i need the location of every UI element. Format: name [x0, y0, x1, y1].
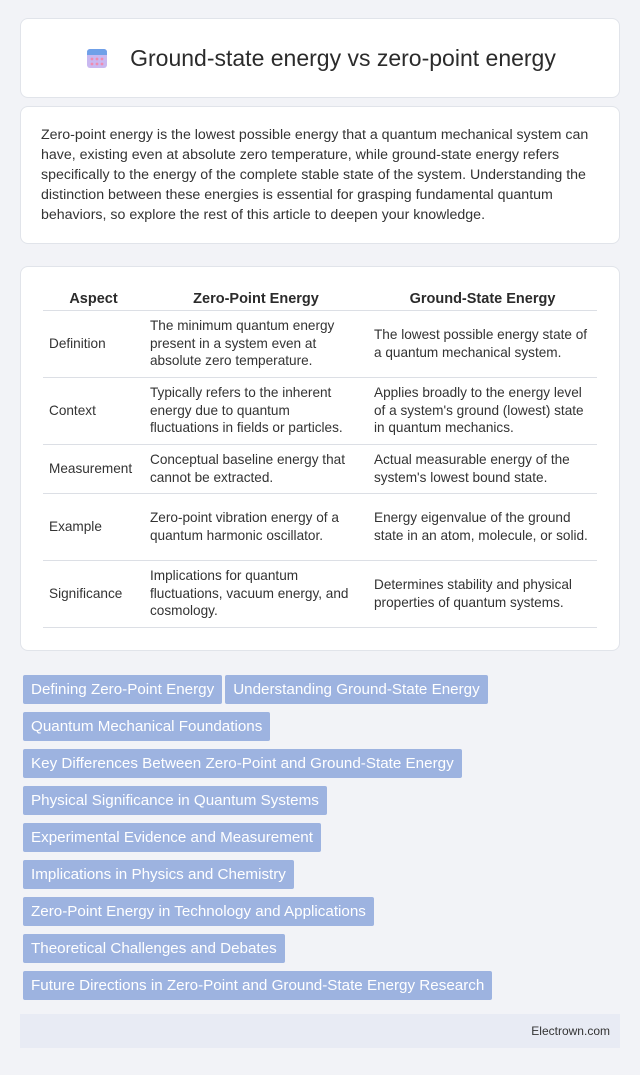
- intro-paragraph: Zero-point energy is the lowest possible energy that a quantum mechanical system can have, existing even at absolute zero temperature, while ground-state energy refers specifically to the energy of the complete stable state of the system. Understanding the distinction between these energies is essential for grasping fundamental quantum behaviors, so explore the rest of this article to deepen your knowledge.: [41, 127, 589, 223]
- topic-link[interactable]: Key Differences Between Zero-Point and Ground-State Energy: [23, 749, 462, 778]
- cell-aspect: Context: [43, 377, 144, 444]
- cell-aspect: Example: [43, 493, 144, 560]
- cell-zero-point: Conceptual baseline energy that cannot be extracted.: [144, 444, 368, 493]
- comparison-table: [43, 289, 597, 628]
- cell-aspect: Significance: [43, 560, 144, 627]
- related-topics: [20, 675, 620, 1008]
- title-card: [20, 18, 620, 98]
- table-row: [43, 560, 597, 627]
- cell-zero-point: The minimum quantum energy present in a system even at absolute zero temperature.: [144, 310, 368, 377]
- header-ground-state: Ground-State Energy: [368, 289, 597, 310]
- topic-link[interactable]: Implications in Physics and Chemistry: [23, 860, 294, 889]
- table-row: [43, 444, 597, 493]
- calendar-grid-icon: [84, 45, 110, 71]
- cell-ground-state: Applies broadly to the energy level of a system's ground (lowest) state in quantum mechanics.: [368, 377, 597, 444]
- cell-zero-point: Zero-point vibration energy of a quantum harmonic oscillator.: [144, 493, 368, 560]
- topic-link[interactable]: Defining Zero-Point Energy: [23, 675, 222, 704]
- topic-link[interactable]: Physical Significance in Quantum Systems: [23, 786, 327, 815]
- cell-ground-state: Determines stability and physical properties of quantum systems.: [368, 560, 597, 627]
- header-zero-point: Zero-Point Energy: [144, 289, 368, 310]
- topic-link[interactable]: Quantum Mechanical Foundations: [23, 712, 270, 741]
- intro-card: [20, 106, 620, 244]
- cell-zero-point: Implications for quantum fluctuations, vacuum energy, and cosmology.: [144, 560, 368, 627]
- topic-link[interactable]: Future Directions in Zero-Point and Ground-State Energy Research: [23, 971, 492, 1000]
- cell-ground-state: Energy eigenvalue of the ground state in an atom, molecule, or solid.: [368, 493, 597, 560]
- footer: [20, 1014, 620, 1048]
- cell-ground-state: The lowest possible energy state of a quantum mechanical system.: [368, 310, 597, 377]
- table-row: [43, 377, 597, 444]
- topic-link[interactable]: Zero-Point Energy in Technology and Applications: [23, 897, 374, 926]
- topic-link[interactable]: Understanding Ground-State Energy: [225, 675, 488, 704]
- topic-link[interactable]: Experimental Evidence and Measurement: [23, 823, 321, 852]
- header-aspect: Aspect: [43, 289, 144, 310]
- cell-ground-state: Actual measurable energy of the system's lowest bound state.: [368, 444, 597, 493]
- cell-zero-point: Typically refers to the inherent energy due to quantum fluctuations in fields or particles.: [144, 377, 368, 444]
- topic-link[interactable]: Theoretical Challenges and Debates: [23, 934, 285, 963]
- table-row: [43, 493, 597, 560]
- cell-aspect: Definition: [43, 310, 144, 377]
- table-row: [43, 310, 597, 377]
- comparison-table-card: [20, 266, 620, 651]
- page-title: Ground-state energy vs zero-point energy: [130, 44, 556, 71]
- cell-aspect: Measurement: [43, 444, 144, 493]
- footer-source: Electrown.com: [531, 1023, 610, 1038]
- table-header-row: [43, 289, 597, 310]
